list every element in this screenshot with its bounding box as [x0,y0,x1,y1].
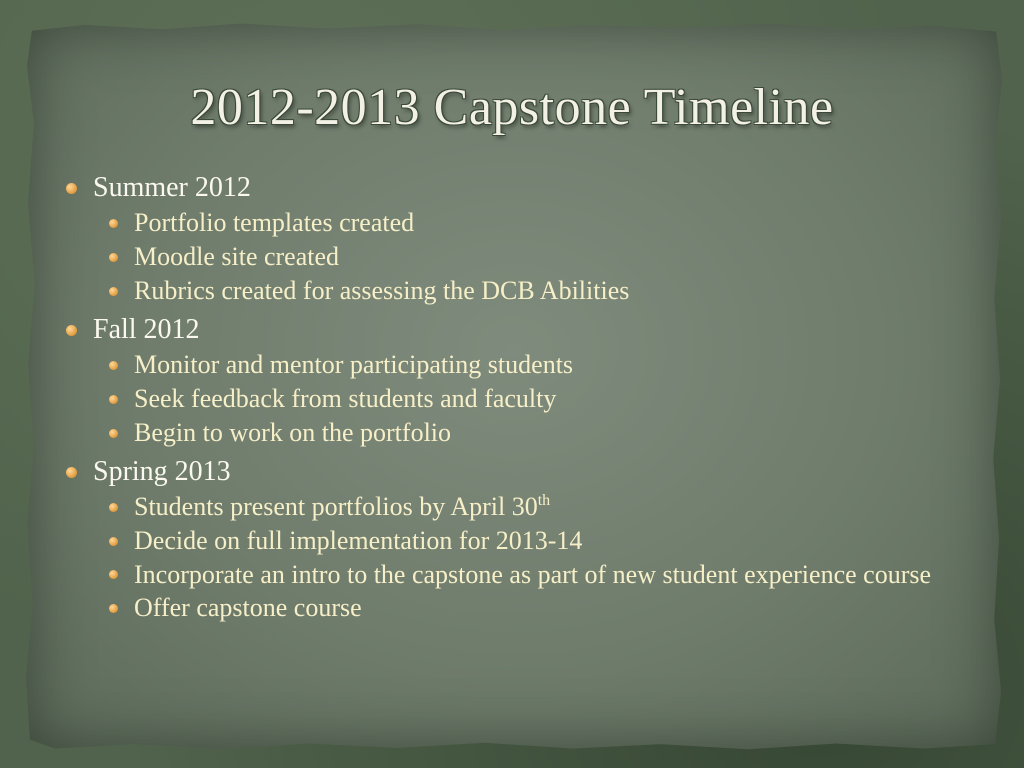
timeline-item [105,416,944,450]
bullet-icon [109,287,118,296]
section-heading-text: Summer 2012 [93,172,251,203]
timeline-item [105,274,944,308]
timeline-item-text: Seek feedback from students and faculty [134,384,557,413]
section-heading-text: Spring 2013 [93,456,231,487]
timeline-item [105,558,944,591]
timeline-item [105,524,944,558]
section-heading [64,170,944,206]
bullet-icon [109,537,118,546]
timeline-item [105,206,944,240]
bullet-icon [109,503,118,512]
timeline-item-text: Students present portfolios by April 30 [134,492,538,521]
timeline-item [105,348,944,382]
bullet-icon [109,395,118,404]
bullet-icon [66,467,77,478]
bullet-icon [109,570,118,579]
timeline-section-spring-2013 [64,454,944,625]
timeline-item-text: Begin to work on the portfolio [134,418,452,447]
timeline-item-text: Portfolio templates created [134,208,415,237]
timeline-item-text: Decide on full implementation for 2013-14 [134,526,583,555]
timeline-item-text: Moodle site created [134,242,340,271]
bullet-icon [109,253,118,262]
timeline-item [105,591,944,625]
timeline-item-text: Rubrics created for assessing the DCB Abilities [134,276,630,305]
timeline-section-summer-2012 [64,170,944,308]
timeline-item [105,490,944,524]
timeline-item [105,382,944,416]
bullet-icon [109,219,118,228]
slide-title: 2012-2013 Capstone Timeline [190,79,834,136]
section-heading [64,312,944,348]
section-heading-text: Fall 2012 [93,314,200,345]
timeline-section-fall-2012 [64,312,944,450]
section-heading [64,454,944,490]
timeline-item-text: Incorporate an intro to the capstone as part of new student experience course [134,560,932,589]
bullet-icon [109,604,118,613]
bullet-icon [66,183,77,194]
bullet-icon [109,361,118,370]
bullet-icon [109,429,118,438]
timeline-item-text: Monitor and mentor participating students [134,350,574,379]
timeline-item-text: Offer capstone course [134,593,362,622]
timeline-item [105,240,944,274]
bullet-icon [66,325,77,336]
slide-content [64,170,944,629]
ordinal-suffix: th [537,492,551,509]
